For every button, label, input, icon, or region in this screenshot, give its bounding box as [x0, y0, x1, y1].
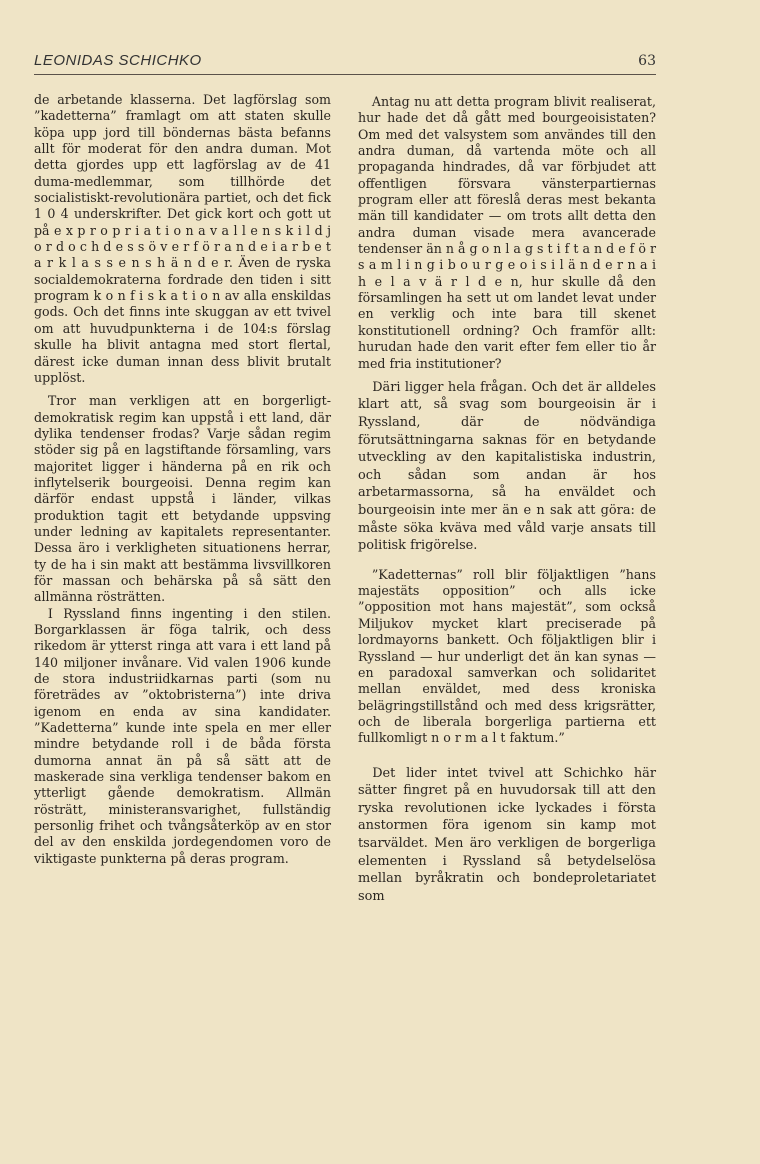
running-head: LEONIDAS SCHICHKO — [34, 52, 202, 69]
page-header — [34, 48, 656, 75]
left-paragraph-2: Tror man verkligen att en borgerligt-demokratisk regim kan uppstå i ett land, där dylika tendenser frodas? Varje sådan regim stöder sig på en lagstiftande församling, vars majoritet ligger i händerna på en rik och inflytelserik bourgeoisi. Denna regim kan därför endast uppstå i länder, vilkas produktion tagit ett betydande uppsving under ledning av kapitalets representanter. Dessa äro i verkligheten situationens herrar, ty de ha i sin makt att bestämma livsvillkoren för massan och behärska på så sätt den allmänna rösträtten. — [34, 393, 331, 605]
right-paragraph-3: ”Kadetternas” roll blir följaktligen ”hans majestäts opposition” och alls icke ”opposition mot hans majestät”, som också Miljukov mycket klart preciserade på lordmayorns bankett. Och följaktligen blir i Ryssland — hur underligt det än kan synas — en paradoxal samverkan och solidaritet mellan enväldet, med dess kroniska belägringstillstånd och med dess krigsrätter, och de liberala borgerliga partierna ett fullkomligt n o r m a l t faktum.” — [358, 566, 656, 746]
right-paragraph-2: Däri ligger hela frågan. Och det är alldeles klart att, så svag som bourgeoisin är i Ryssland, där de nödvändiga förutsättningarna saknas för en betydande utveckling av den kapitalistiska industrin, och sådan som andan är hos arbetarmassorna, så ha enväldet och bourgeoisin inte mer än e n sak att göra: de måste söka kväva med våld varje ansats till politisk frigörelse. — [358, 379, 656, 554]
right-paragraph-4: Det lider intet tvivel att Schichko här sätter fingret på en huvudorsak till att den ryska revolutionen icke lyckades i första anstormen föra igenom sin kamp mot tsarväldet. Men äro verkligen de borgerliga elementen i Ryssland så betydelselösa mellan byråkratin och bondeproletariatet som — [358, 765, 656, 904]
page-number: 63 — [638, 53, 656, 69]
left-paragraph-1: de arbetande klasserna. Det lagförslag som ”kadetterna” framlagt om att staten skulle köpa upp jord till böndernas bästa befanns allt för moderat för den andra duman. Mot detta gjordes upp ett lagförslag av de 41 duma-medlemmar, som tillhörde det socialistiskt-revolutionära partiet, och det fick 1 0 4 underskrifter. Det gick kort och gott ut på e x p r o p r i a t i o n a v a l l e n s k i l d j o r d o c h d e s s ö v e r f ö r a n d e i a r b e t a r k l a s s e n s h ä n d e r. Även de ryska socialdemokraterna fordrade den tiden i sitt program k o n f i s k a t i o n av alla enskildas gods. Och det finns inte skuggan av ett tvivel om att huvudpunkterna i de 104:s förslag skulle ha blivit antagna med stort flertal, därest icke duman innan dess blivit brutalt upplöst. — [34, 92, 331, 385]
left-paragraph-3: I Ryssland finns ingenting i den stilen. Borgarklassen är föga talrik, och dess rikedom är ytterst ringa att vara i ett land på 140 miljoner invånare. Vid valen 1906 kunde de stora industriidkarnas parti (som nu företrädes av ”oktobristerna”) inte driva igenom en enda av sina kandidater. ”Kadetterna” kunde inte spela en mer eller mindre betydande roll i de båda första dumorna annat än på så sätt att de maskerade sina verkliga tendenser bakom en ytterligt gående demokratism. Allmän rösträtt, ministeransvarighet, fullständig personlig frihet och tvångsåterköp av en stor del av den enskilda jordegendomen voro de viktigaste punkterna på deras program. — [34, 605, 331, 866]
left-column — [34, 92, 331, 867]
right-paragraph-1: Antag nu att detta program blivit realiserat, hur hade det då gått med bourgeoisistaten? Om med det valsystem som användes till den andra duman, då vartenda möte och all propaganda hindrades, då var förbjudet att offentligen försvara vänsterpartiernas program eller att föreslå deras mest bekanta män till kandidater — om trots allt detta den andra duman visade mera avancerade tendenser än n å g o n l a g s t i f t a n d e f ö r s a m l i n g i b o u r g e o i s i l ä n d e r n a i h e l a v ä r l d e n, hur skulle då den församlingen ha sett ut om landet levat under en verklig och inte bara till skenet konstitutionell ordning? Och framför allt: hurudan hade den varit efter fem eller tio år med fria institutioner? — [358, 94, 656, 371]
right-column — [358, 94, 656, 905]
